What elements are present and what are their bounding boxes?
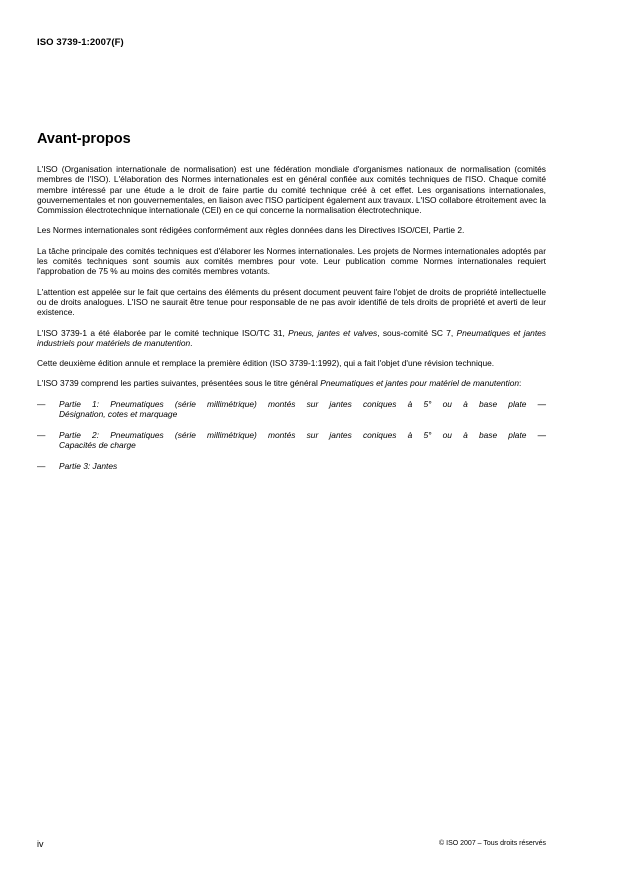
committee-sc-title: Pneumatiques et jantes industriels pour matériels de manutention — [37, 327, 546, 348]
part-2-line-2: Capacités de charge — [59, 439, 136, 450]
document-id-header: ISO 3739-1:2007(F) — [37, 37, 124, 48]
committee-text-middle: , sous-comité SC 7, — [377, 327, 457, 338]
copyright-notice: © ISO 2007 – Tous droits réservés — [439, 840, 546, 847]
paragraph-iso-intro: L'ISO (Organisation internationale de normalisation) est une fédération mondiale d'organismes nationaux de normalisation (comités membres de l'ISO). L'élaboration des Normes internationales est en général confiée aux comités techniques de l'ISO. Chaque comité membre intéressé par une étude a le droit de faire partie du comité technique créé à cet effet. Les organisations internationales, gouvernementales et non gouvernementales, en liaison avec l'ISO participent également aux travaux. L'ISO collabore étroitement avec la Commission électrotechnique internationale (CEI) en ce qui concerne la normalisation électrotechnique. — [37, 164, 546, 216]
part-2-line-1: Partie 2: Pneumatiques (série millimétrique) montés sur jantes coniques à 5° ou à base plate — — [59, 429, 546, 440]
paragraph-patent-rights: L'attention est appelée sur le fait que certains des éléments du présent document peuvent faire l'objet de droits de propriété intellectuelle ou de droits analogues. L'ISO ne saurait être tenue pour responsable de ne pas avoir identifié de tels droits de propriété et averti de leur existence. — [37, 286, 546, 318]
list-item-part-3 — [37, 461, 546, 471]
dash-bullet: — — [37, 398, 46, 409]
list-item-part-2 — [37, 430, 546, 451]
dash-bullet: — — [37, 429, 46, 440]
part-1-line-1: Partie 1: Pneumatiques (série millimétrique) montés sur jantes coniques à 5° ou à base plate — — [59, 398, 546, 409]
parts-general-title: Pneumatiques et jantes pour matériel de manutention — [320, 378, 520, 389]
dash-bullet: — — [37, 460, 46, 471]
committee-tc-title: Pneus, jantes et valves — [288, 327, 378, 338]
paragraph-technical-committees: La tâche principale des comités techniques est d'élaborer les Normes internationales. Les projets de Normes internationales adoptés par les comités techniques sont soumis aux comités membres pour vote. Leur publication comme Normes internationales requiert l'approbation de 75 % au moins des comités membres votants. — [37, 245, 546, 277]
paragraph-committee — [37, 328, 546, 349]
part-1-line-2: Désignation, cotes et marquage — [59, 409, 178, 420]
paragraph-parts-intro — [37, 378, 546, 388]
parts-intro-before: L'ISO 3739 comprend les parties suivantes, présentées sous le titre général — [37, 378, 321, 389]
paragraph-edition: Cette deuxième édition annule et remplace la première édition (ISO 3739-1:1992), qui a fait l'objet d'une révision technique. — [37, 358, 495, 369]
page-title: Avant-propos — [37, 131, 131, 147]
committee-text-before: L'ISO 3739-1 a été élaborée par le comité technique ISO/TC 31, — [37, 327, 289, 338]
paragraph-directives: Les Normes internationales sont rédigées conformément aux règles données dans les Directives ISO/CEI, Partie 2. — [37, 225, 465, 236]
committee-text-after: . — [190, 337, 193, 348]
list-item-part-1 — [37, 399, 546, 420]
parts-intro-after: : — [519, 378, 522, 389]
part-3-line-1: Partie 3: Jantes — [59, 460, 118, 471]
foreword-body — [37, 164, 546, 481]
page-number: iv — [37, 839, 44, 849]
